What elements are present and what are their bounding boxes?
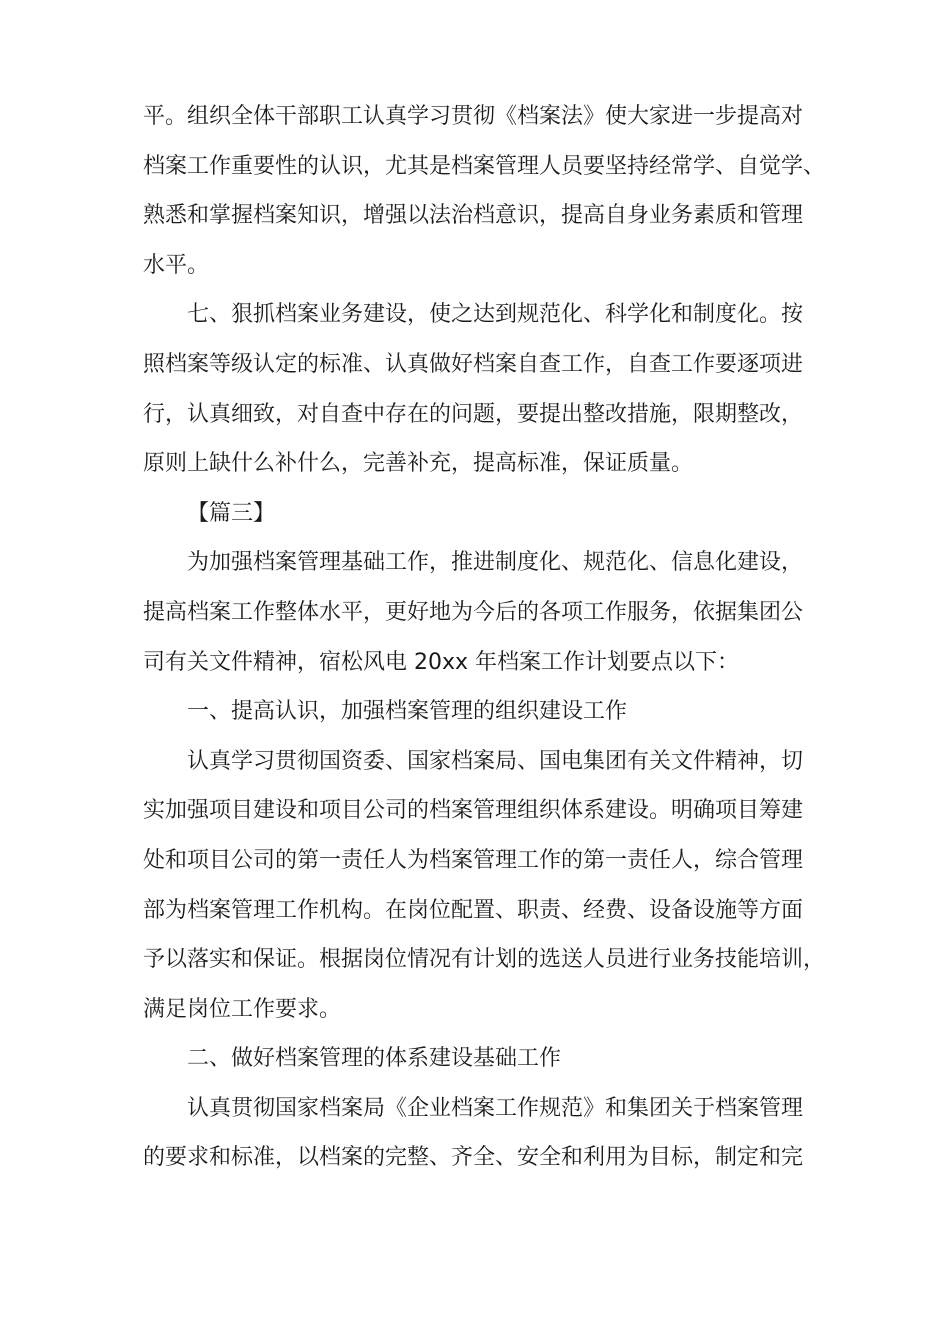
paragraph-line: 水平。 [143, 252, 210, 278]
subsection-heading: 二、做好档案管理的体系建设基础工作 [187, 1046, 562, 1072]
paragraph-line: 档案工作重要性的认识，尤其是档案管理人员要坚持经常学、自觉学、 [143, 153, 826, 179]
paragraph-line: 原则上缺什么补什么，完善补充，提高标准，保证质量。 [143, 451, 694, 477]
section-heading: 【篇三】 [187, 500, 276, 526]
document-body [143, 92, 826, 1183]
paragraph-line: 七、狠抓档案业务建设，使之达到规范化、科学化和制度化。按 [187, 302, 804, 328]
paragraph-line: 提高档案工作整体水平，更好地为今后的各项工作服务，依据集团公 [143, 599, 804, 625]
paragraph-line: 熟悉和掌握档案知识，增强以法治档意识，提高自身业务素质和管理 [143, 203, 804, 229]
paragraph-line: 为加强档案管理基础工作，推进制度化、规范化、信息化建设， [187, 550, 804, 576]
paragraph-line: 实加强项目建设和项目公司的档案管理组织体系建设。明确项目筹建 [143, 798, 804, 824]
paragraph-line: 处和项目公司的第一责任人为档案管理工作的第一责任人，综合管理 [143, 847, 804, 873]
subsection-heading: 一、提高认识，加强档案管理的组织建设工作 [187, 699, 628, 725]
paragraph-line: 司有关文件精神，宿松风电 20xx 年档案工作计划要点以下： [143, 649, 740, 675]
paragraph-line: 认真贯彻国家档案局《企业档案工作规范》和集团关于档案管理 [187, 1095, 804, 1121]
paragraph-line: 予以落实和保证。根据岗位情况有计划的选送人员进行业务技能培训， [143, 947, 826, 973]
paragraph-line: 照档案等级认定的标准、认真做好档案自查工作，自查工作要逐项进 [143, 351, 804, 377]
paragraph-line: 部为档案管理工作机构。在岗位配置、职责、经费、设备设施等方面 [143, 897, 804, 923]
paragraph-line: 平。组织全体干部职工认真学习贯彻《档案法》使大家进一步提高对 [143, 104, 804, 129]
paragraph-line: 的要求和标准，以档案的完整、齐全、安全和利用为目标，制定和完 [143, 1145, 804, 1171]
paragraph-line: 行，认真细致，对自查中存在的问题，要提出整改措施，限期整改， [143, 401, 804, 427]
paragraph-line: 满足岗位工作要求。 [143, 996, 342, 1022]
paragraph-line: 认真学习贯彻国资委、国家档案局、国电集团有关文件精神，切 [187, 748, 804, 774]
